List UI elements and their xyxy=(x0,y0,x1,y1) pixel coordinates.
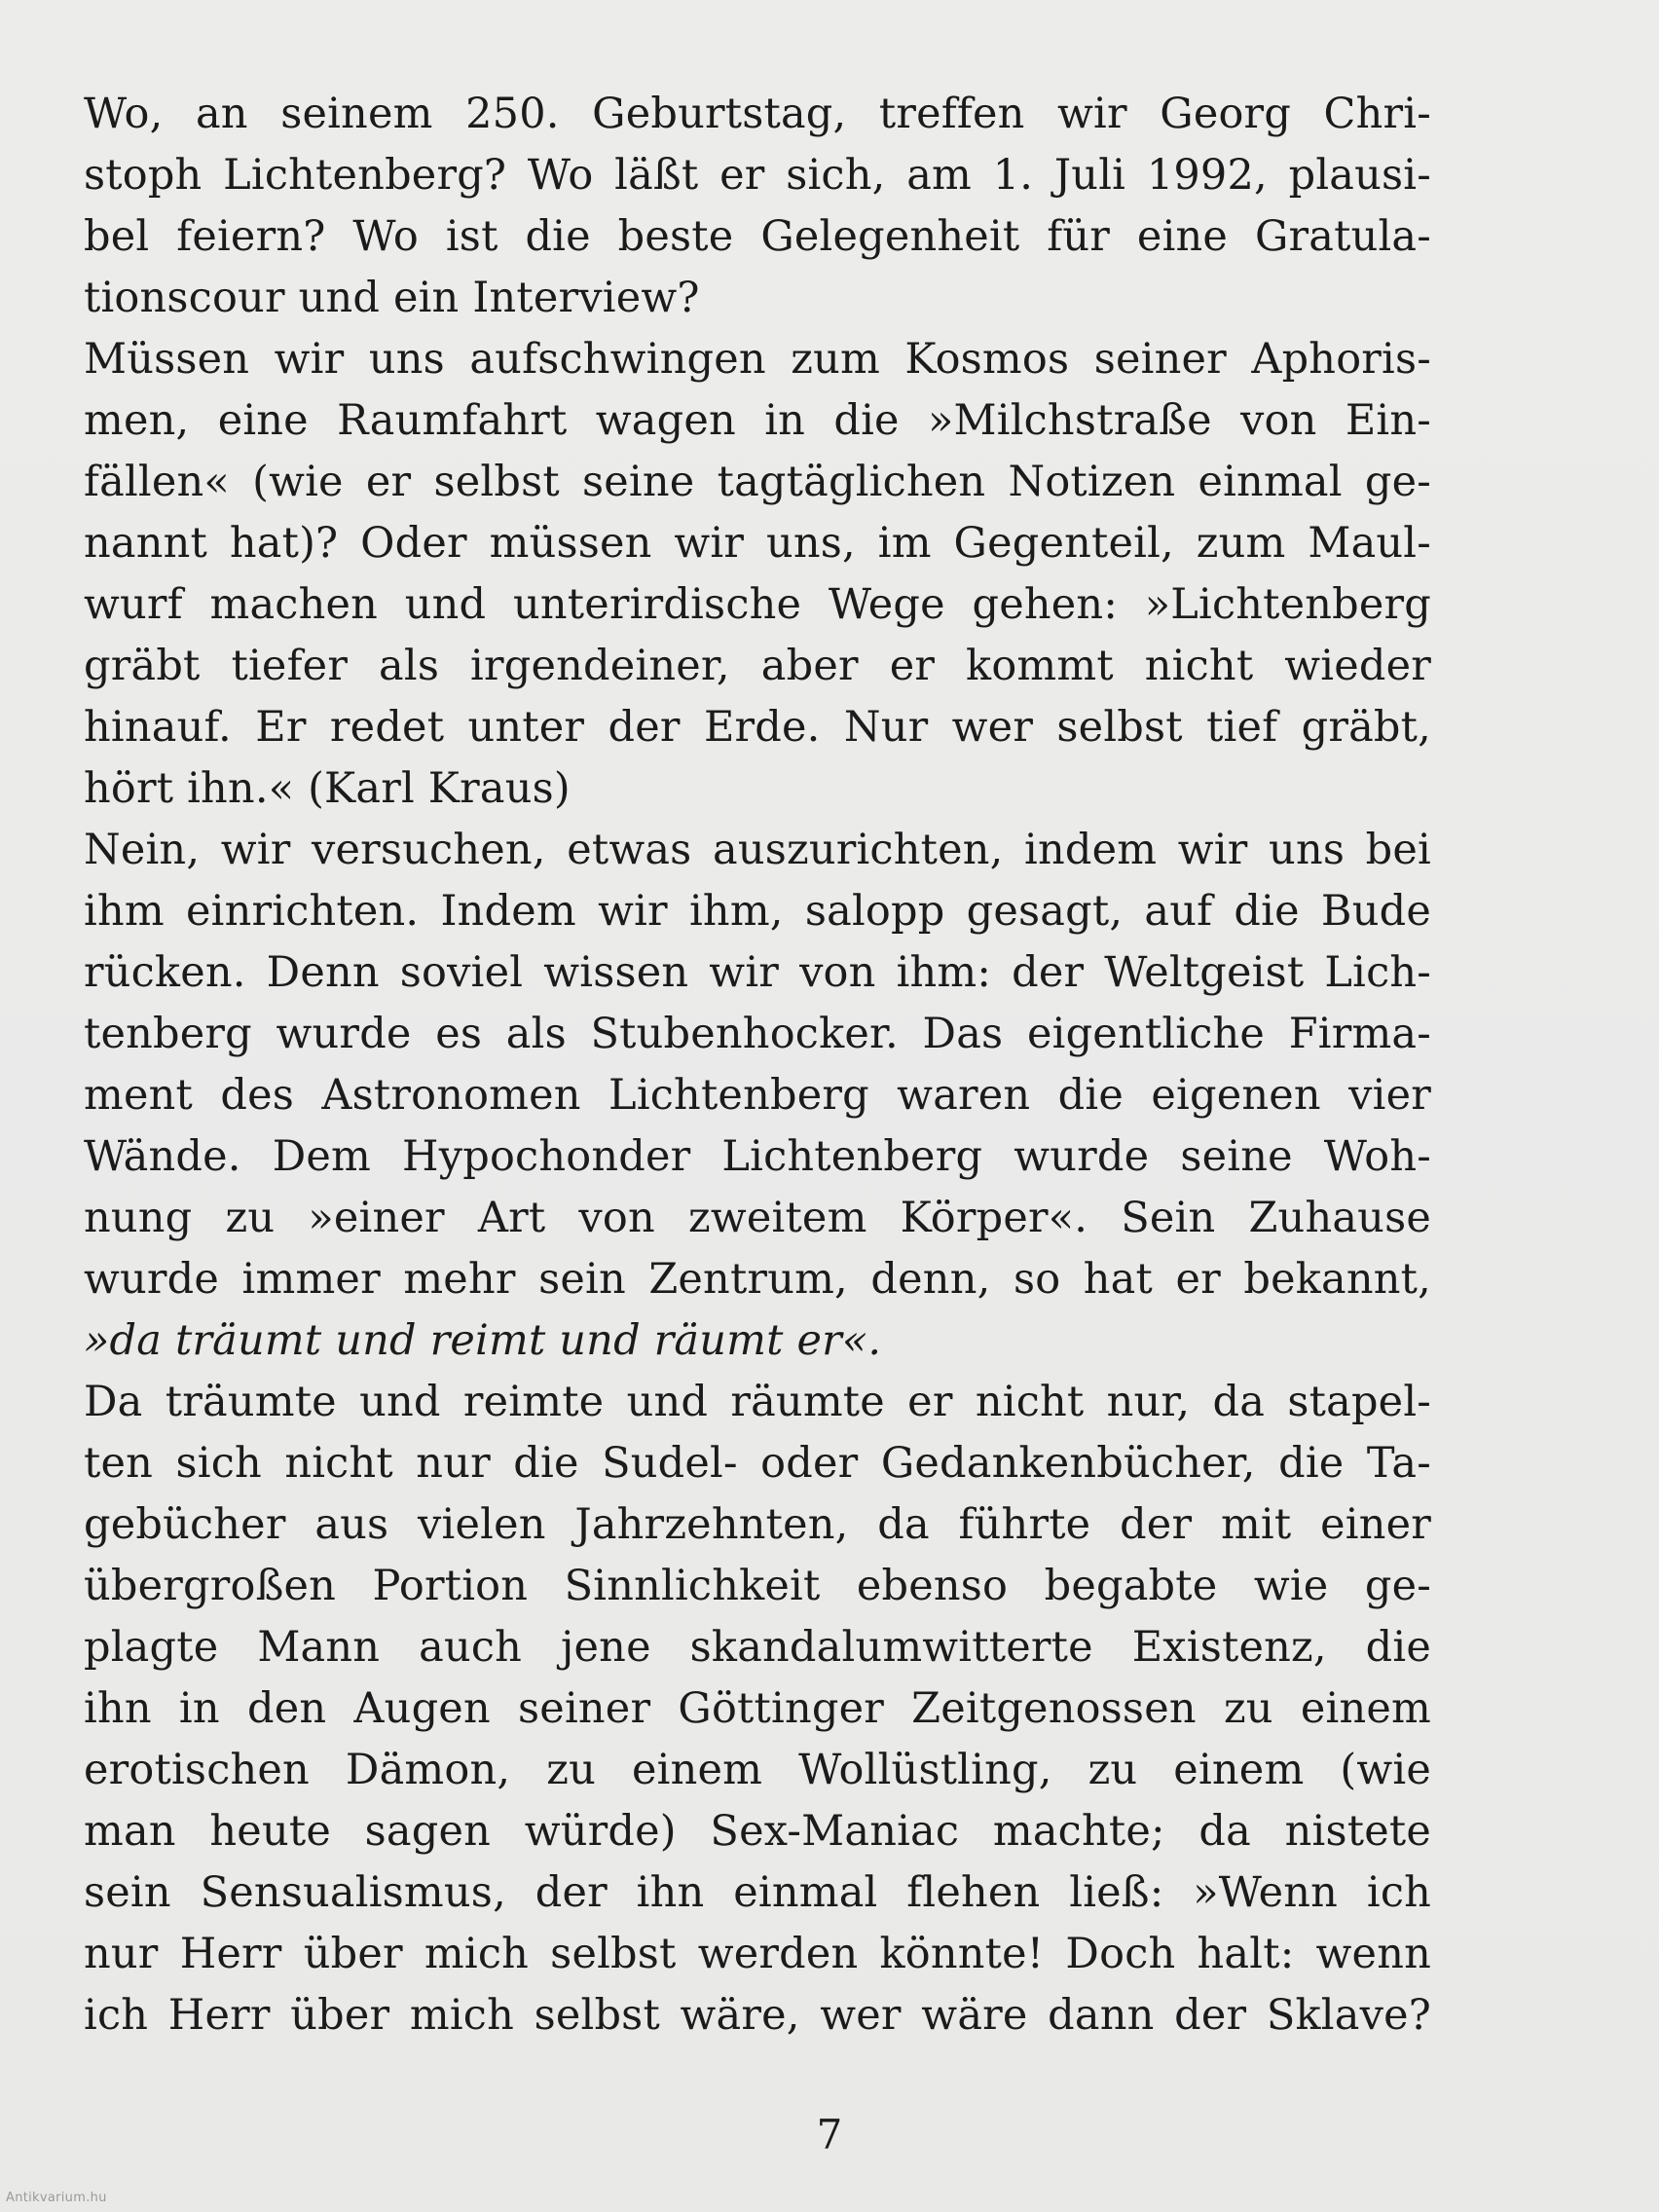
text-line: gräbt tiefer als irgendeiner, aber er kommt nicht wieder xyxy=(84,642,1431,690)
text-line: Nein, wir versuchen, etwas auszurichten, indem wir uns bei xyxy=(84,826,1431,874)
text-line: tionscour und ein Interview? xyxy=(84,274,700,322)
text-line: stoph Lichtenberg? Wo läßt er sich, am 1. Juli 1992, plausi- xyxy=(84,151,1431,200)
text-line: tenberg wurde es als Stubenhocker. Das eigentliche Firma- xyxy=(84,1010,1431,1058)
text-line: hört ihn.« (Karl Kraus) xyxy=(84,764,571,813)
paragraph-4 xyxy=(84,1372,1431,2046)
text-line: ihm einrichten. Indem wir ihm, salopp gesagt, auf die Bude xyxy=(84,887,1431,936)
text-line: man heute sagen würde) Sex-Maniac machte; da nistete xyxy=(84,1807,1431,1856)
text-line: erotischen Dämon, zu einem Wollüstling, zu einem (wie xyxy=(84,1746,1431,1794)
text-line: übergroßen Portion Sinnlichkeit ebenso begabte wie ge- xyxy=(84,1562,1431,1610)
text-line: rücken. Denn soviel wissen wir von ihm: der Weltgeist Lich- xyxy=(84,948,1431,997)
italic-quote-line: »da träumt und reimt und räumt er«. xyxy=(84,1316,882,1365)
text-line: nung zu »einer Art von zweitem Körper«. Sein Zuhause xyxy=(84,1194,1431,1242)
paragraph-2 xyxy=(84,329,1431,820)
text-line: gebücher aus vielen Jahrzehnten, da führte der mit einer xyxy=(84,1500,1431,1549)
text-line: ment des Astronomen Lichtenberg waren die eigenen vier xyxy=(84,1071,1431,1120)
paragraph-1 xyxy=(84,84,1431,329)
text-line: ihn in den Augen seiner Göttinger Zeitgenossen zu einem xyxy=(84,1684,1431,1733)
text-line: Wände. Dem Hypochonder Lichtenberg wurde seine Woh- xyxy=(84,1132,1431,1181)
text-line: nannt hat)? Oder müssen wir uns, im Gegenteil, zum Maul- xyxy=(84,519,1431,568)
text-line: wurf machen und unterirdische Wege gehen: »Lichtenberg xyxy=(84,580,1431,629)
body-text xyxy=(84,84,1431,2046)
paragraph-3 xyxy=(84,820,1431,1372)
page-number: 7 xyxy=(816,2111,843,2158)
text-line: Wo, an seinem 250. Geburtstag, treffen wir Georg Chri- xyxy=(84,90,1431,138)
text-line: Da träumte und reimte und räumte er nicht nur, da stapel- xyxy=(84,1378,1431,1426)
text-line: nur Herr über mich selbst werden könnte! Doch halt: wenn xyxy=(84,1930,1431,1978)
text-line: ich Herr über mich selbst wäre, wer wäre dann der Sklave? xyxy=(84,1991,1431,2040)
text-line: wurde immer mehr sein Zentrum, denn, so hat er bekannt, xyxy=(84,1255,1431,1304)
text-line: bel feiern? Wo ist die beste Gelegenheit für eine Gratula- xyxy=(84,212,1431,261)
text-line: sein Sensualismus, der ihn einmal flehen ließ: »Wenn ich xyxy=(84,1868,1431,1917)
text-line: plagte Mann auch jene skandalumwitterte Existenz, die xyxy=(84,1623,1431,1672)
text-line: ten sich nicht nur die Sudel- oder Gedankenbücher, die Ta- xyxy=(84,1439,1431,1488)
text-line: fällen« (wie er selbst seine tagtäglichen Notizen einmal ge- xyxy=(84,458,1431,506)
watermark: Antikvarium.hu xyxy=(6,2191,107,2205)
text-line: Müssen wir uns aufschwingen zum Kosmos seiner Aphoris- xyxy=(84,335,1431,384)
text-line: men, eine Raumfahrt wagen in die »Milchstraße von Ein- xyxy=(84,396,1431,445)
text-line: hinauf. Er redet unter der Erde. Nur wer selbst tief gräbt, xyxy=(84,703,1431,752)
